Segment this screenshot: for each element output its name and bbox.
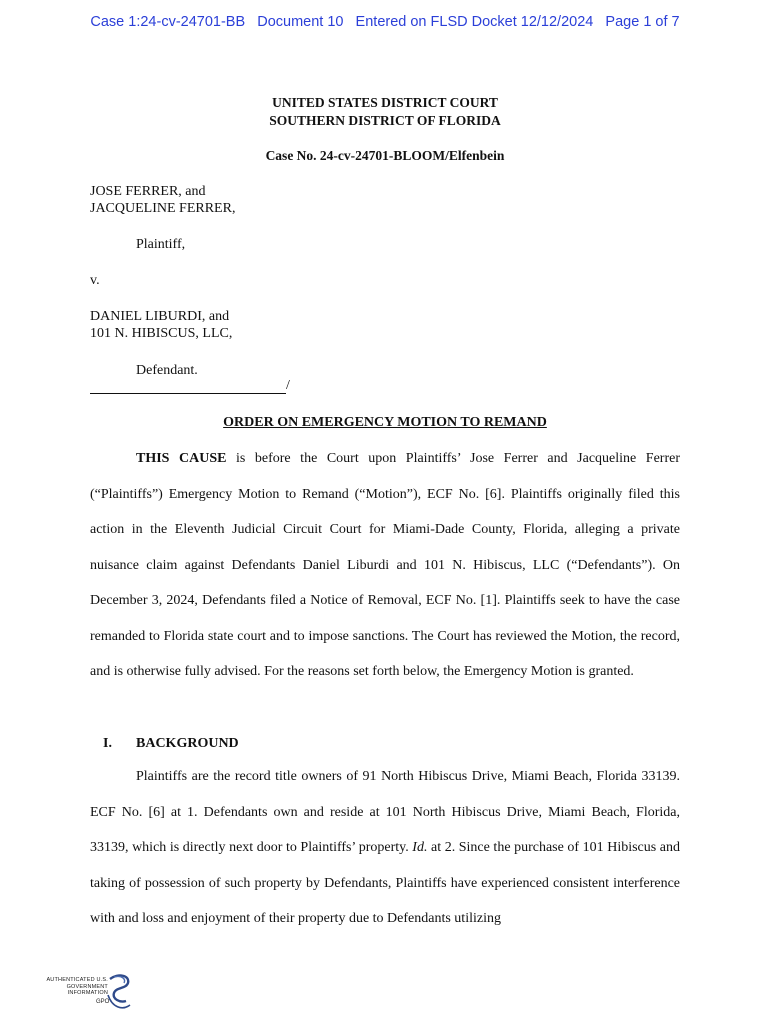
plaintiff-names bbox=[90, 183, 235, 217]
this-cause-lead: THIS CAUSE bbox=[136, 451, 227, 466]
intro-paragraph bbox=[90, 441, 680, 690]
gpo-seal-text: AUTHENTICATED U.S. GOVERNMENT INFORMATION bbox=[46, 977, 108, 996]
id-citation: Id. bbox=[412, 840, 428, 855]
eagle-seal-icon bbox=[104, 973, 134, 1013]
gpo-label: GPO bbox=[96, 999, 110, 1005]
court-heading bbox=[0, 94, 770, 130]
order-title: ORDER ON EMERGENCY MOTION TO REMAND bbox=[223, 415, 547, 430]
caption-rule bbox=[90, 378, 290, 394]
plaintiff-role: Plaintiff, bbox=[136, 237, 186, 252]
plaintiff-name-2: JACQUELINE FERRER, bbox=[90, 201, 236, 216]
defendant-names bbox=[90, 308, 232, 342]
court-name: UNITED STATES DISTRICT COURT bbox=[272, 95, 498, 110]
versus: v. bbox=[90, 273, 100, 288]
section-number: I. bbox=[103, 736, 112, 751]
plaintiff-name-1: JOSE FERRER, and bbox=[90, 184, 206, 199]
case-number: Case No. 24-cv-24701-BLOOM/Elfenbein bbox=[265, 148, 505, 163]
background-text-b: at 2. Since the purchase of 101 Hibiscus and taking of possession of such property by Defendants, Plaintiffs have experienced consistent interference with and loss and enjoyment of their property due to Defendants utilizing bbox=[90, 840, 680, 926]
gpo-authentication-seal bbox=[44, 973, 134, 1017]
intro-text: is before the Court upon Plaintiffs’ Jose Ferrer and Jacqueline Ferrer (“Plaintiffs”) Emergency Motion to Remand (“Motion”), ECF No. [6]. Plaintiffs originally filed this action in the Eleventh Judicial Circuit Court for Miami-Dade County, Florida, alleging a private nuisance claim against Defendants Daniel Liburdi and 101 N. Hibiscus, LLC (“Defendants”). On December 3, 2024, Defendants filed a Notice of Removal, ECF No. [1]. Plaintiffs seek to have the case remanded to Florida state court and to impose sanctions. The Court has reviewed the Motion, the record, and is otherwise fully advised. For the reasons set forth below, the Emergency Motion is granted. bbox=[90, 451, 681, 679]
defendant-role: Defendant. bbox=[136, 363, 198, 378]
defendant-name-2: 101 N. HIBISCUS, LLC, bbox=[90, 326, 233, 341]
court-district: SOUTHERN DISTRICT OF FLORIDA bbox=[269, 113, 501, 128]
background-text-a: Plaintiffs are the record title owners of 91 North Hibiscus Drive, Miami Beach, Florida 33139. ECF No. [6] at 1. Defendants own and reside at 101 North Hibiscus Drive, Miami Beach, Florida, 33139, which is directly next door to Plaintiffs’ property. bbox=[90, 769, 680, 855]
background-paragraph bbox=[90, 759, 680, 937]
caption-slash: / bbox=[286, 378, 290, 393]
section-title: BACKGROUND bbox=[136, 736, 239, 751]
defendant-name-1: DANIEL LIBURDI, and bbox=[90, 309, 230, 324]
docket-header-stamp: Case 1:24-cv-24701-BB Document 10 Entered on FLSD Docket 12/12/2024 Page 1 of 7 bbox=[90, 14, 680, 30]
section-heading-background bbox=[103, 736, 239, 752]
